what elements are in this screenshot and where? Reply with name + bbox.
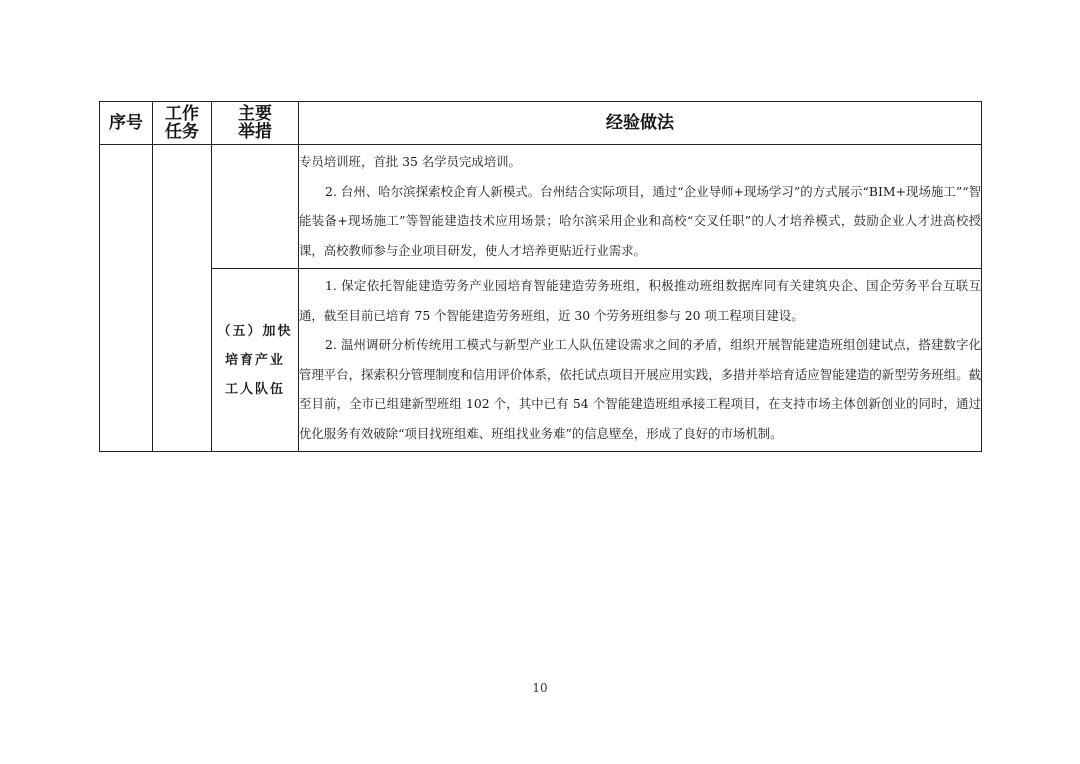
header-main-measures-line2: 举措 [238,122,272,142]
header-main-measures-line1: 主要 [238,104,272,124]
header-work-task-line2: 任务 [165,122,199,142]
measure-cell [212,145,299,269]
header-serial-number: 序号 [100,102,153,145]
header-work-task-line1: 工作 [165,104,199,124]
table-header-row [100,102,982,145]
page-number: 10 [532,681,548,695]
header-experience-practices: 经验做法 [299,102,982,145]
experience-table [99,101,982,452]
header-work-task [153,102,212,145]
paragraph: 2. 温州调研分析传统用工模式与新型产业工人队伍建设需求之间的矛盾，组织开展智能建造班组创建试点，搭建数字化管理平台，探索积分管理制度和信用评价体系，依托试点项目开展应用实践，多措并举培育适应智能建造的新型劳务班组。截至目前，全市已组建新型班组 102 个，其中已有 54 个智能建造班组承接工程项目，在支持市场主体创新创业的同时，通过优化服务有效破除“项目找班组难、班组找业务难”的信息壁垒，形成了良好的市场机制。 [299,337,981,441]
experience-cell [299,269,982,452]
measure-label-line1: （五）加快 [217,323,293,339]
measure-cell [212,269,299,452]
header-main-measures [212,102,299,145]
experience-cell [299,145,982,269]
paragraph: 专员培训班，首批 35 名学员完成培训。 [299,154,521,169]
table-row [100,269,982,452]
table-row [100,145,982,269]
work-task-cell [153,145,212,452]
measure-label-line2: 培育产业 [224,352,285,368]
serial-number-cell [100,145,153,452]
measure-label-line3: 工人队伍 [224,381,285,397]
paragraph: 2. 台州、哈尔滨探索校企育人新模式。台州结合实际项目，通过“企业导师+现场学习”的方式展示“BIM+现场施工”“智能装备+现场施工”等智能建造技术应用场景；哈尔滨采用企业和高校“交叉任职”的人才培养模式，鼓励企业人才进高校授课，高校教师参与企业项目研发，使人才培养更贴近行业需求。 [299,183,981,258]
paragraph: 1. 保定依托智能建造劳务产业园培育智能建造劳务班组，积极推动班组数据库同有关建筑央企、国企劳务平台互联互通，截至目前已培育 75 个智能建造劳务班组，近 30 个劳务班组参与 20 项工程项目建设。 [299,278,981,323]
